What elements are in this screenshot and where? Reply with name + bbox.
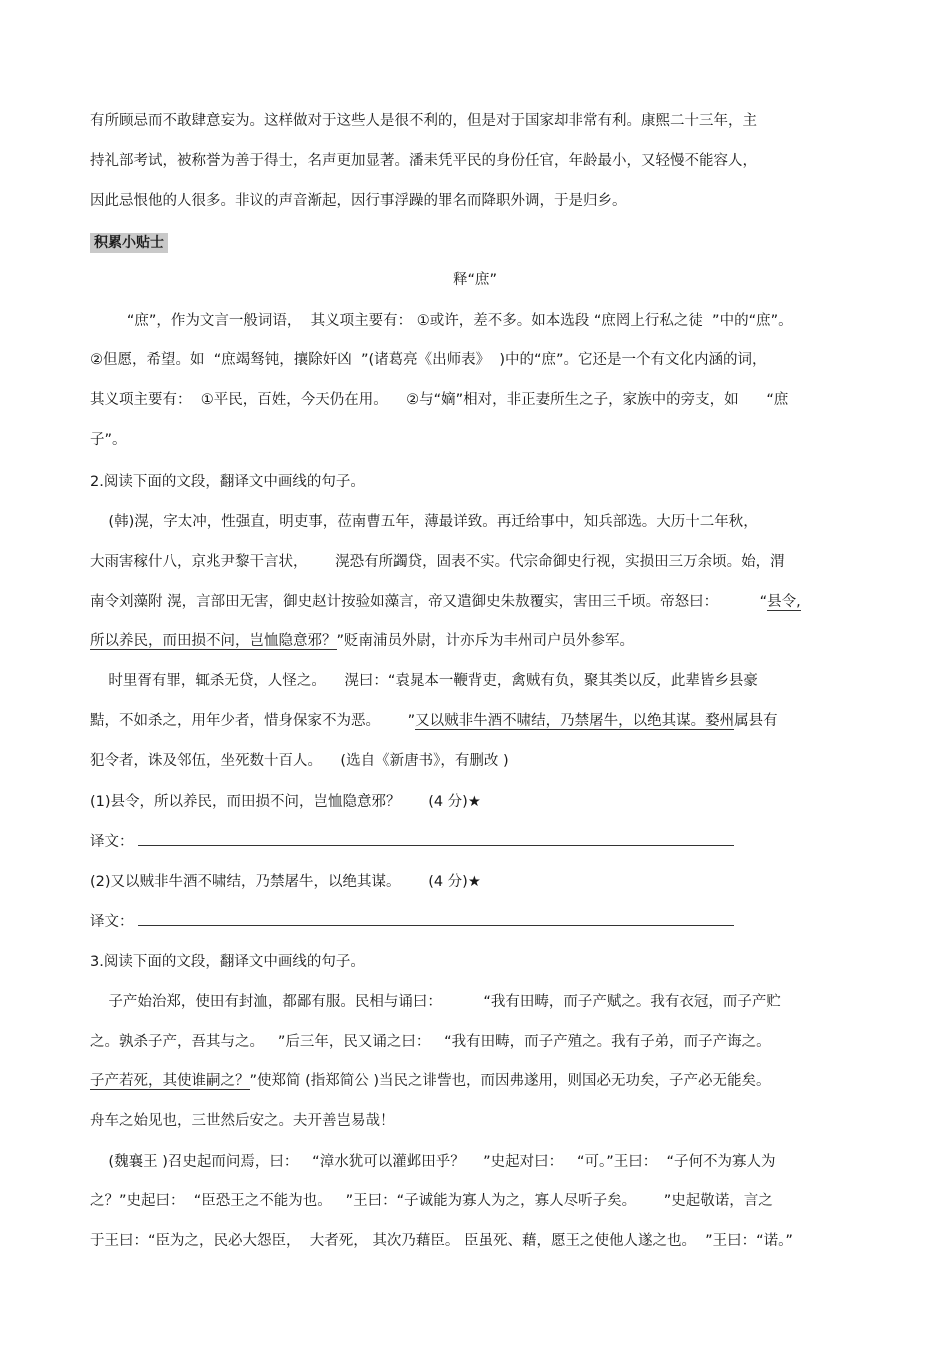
underlined-sentence: 县令, (767, 594, 801, 610)
answer-blank[interactable] (138, 911, 734, 926)
text-line: 有所顾忌而不敢肆意妄为。这样做对于这些人是很不利的，但是对于国家却非常有利。康熙二十三年，主 (90, 113, 757, 129)
tip-title: 释“庶” (452, 272, 498, 288)
passage-line: 之。孰杀子产，吾其与之。 ”后三年，民又诵之曰： “我有田畴，而子产殖之。我有子弟，而子产诲之。 (90, 1034, 771, 1050)
text-line: 因此忌恨他的人很多。非议的声音渐起，因行事浮躁的罪名而降职外调，于是归乡。 (90, 193, 627, 209)
sub-question-1: (1)县令，所以养民，而田损不问，岂恤隐意邪？ (4 分)★ (90, 794, 481, 810)
passage-line: 舟车之始见也，三世然后安之。夫开善岂易哉！ (90, 1113, 395, 1129)
question-title: 3.阅读下面的文段，翻译文中画线的句子。 (90, 954, 365, 970)
passage-line: 时里胥有罪，辄杀无贷，人怪之。 滉曰：“袁晁本一鞭背吏，禽贼有负，聚其类以反，此辈皆乡县豪 (90, 673, 758, 689)
passage-line: 所以养民，而田损不问，岂恤隐意邪？”贬南浦员外尉，计亦斥为丰州司户员外参军。 (90, 633, 635, 649)
passage-line: 大雨害稼什八，京兆尹黎干言状， 滉恐有所蠲贷，固表不实。代宗命御史行视，实损田三万余顷。始，渭 (90, 554, 785, 570)
underlined-sentence: 子产若死，其使谁嗣之？ (90, 1073, 250, 1089)
answer-line-1[interactable]: 译文： (90, 831, 734, 851)
passage-line: 子产始治郑，使田有封洫，都鄙有服。民相与诵曰： “我有田畴，而子产赋之。我有衣冠，而子产贮 (90, 994, 781, 1010)
passage-line: 于王曰：“臣为之，民必大怨臣， 大者死， 其次乃藉臣。 臣虽死、藉，愿王之使他人遂之也。 ”王曰：“诺。” (90, 1233, 793, 1249)
question-title: 2.阅读下面的文段，翻译文中画线的句子。 (90, 474, 365, 490)
answer-line-2[interactable]: 译文： (90, 911, 734, 931)
passage-line: 子产若死，其使谁嗣之？”使郑简 (指郑简公 )当民之诽訾也，而因弗遂用，则国必无功矣，子产必无能矣。 (90, 1073, 771, 1089)
tip-line: 其义项主要有： ①平民，百姓，今天仍在用。 ②与“嫡”相对，非正妻所生之子，家族中的旁支，如 “庶 (90, 392, 789, 408)
tip-line: ②但愿，希望。如 “庶竭驽钝，攘除奸凶 ”(诸葛亮《出师表》 )中的“庶”。它还是一个有文化内涵的词， (90, 352, 767, 368)
sub-question-2: (2)又以贼非牛酒不啸结，乃禁屠牛，以绝其谋。 (4 分)★ (90, 874, 481, 890)
text-line: 持礼部考试，被称誉为善于得士，名声更加显著。潘耒凭平民的身份任官，年龄最小，又轻慢不能容人， (90, 153, 757, 169)
passage-line: 黠，不如杀之，用年少者，惜身保家不为恶。 ”又以贼非牛酒不啸结，乃禁屠牛，以绝其谋。婺州属县有 (90, 713, 778, 729)
passage-line: (韩)滉，字太冲，性强直，明吏事，莅南曹五年，薄最详致。再迁给事中，知兵部选。大历十二年秋， (90, 514, 758, 530)
passage-line: 犯令者，诛及邻伍，坐死数十百人。 (选自《新唐书》，有删改 ) (90, 753, 509, 769)
tip-line: 子”。 (90, 432, 127, 448)
passage-line: (魏襄王 )召史起而问焉，曰： “漳水犹可以灌邺田乎？ ”史起对曰： “可。”王曰： “子何不为寡人为 (90, 1154, 776, 1170)
passage-line: 南令刘藻附 滉，言部田无害，御史赵计按验如藻言，帝又遣御史朱敖覆实，害田三千顷。帝怒曰： “县令, (90, 594, 801, 610)
underlined-sentence: 所以养民，而田损不问，岂恤隐意邪？ (90, 633, 337, 649)
tip-line: “庶”，作为文言一般词语， 其义项主要有： ①或许，差不多。如本选段 “庶罔上行私之徒 ”中的“庶”。 (90, 313, 793, 329)
passage-line: 之？”史起曰： “臣恐王之不能为也。 ”王曰：“子诚能为寡人为之，寡人尽听子矣。 ”史起敬诺，言之 (90, 1193, 773, 1209)
tip-badge: 积累小贴士 (90, 233, 168, 253)
answer-blank[interactable] (138, 831, 734, 846)
underlined-sentence: 又以贼非牛酒不啸结，乃禁屠牛，以绝其谋。婺州 (415, 713, 735, 729)
